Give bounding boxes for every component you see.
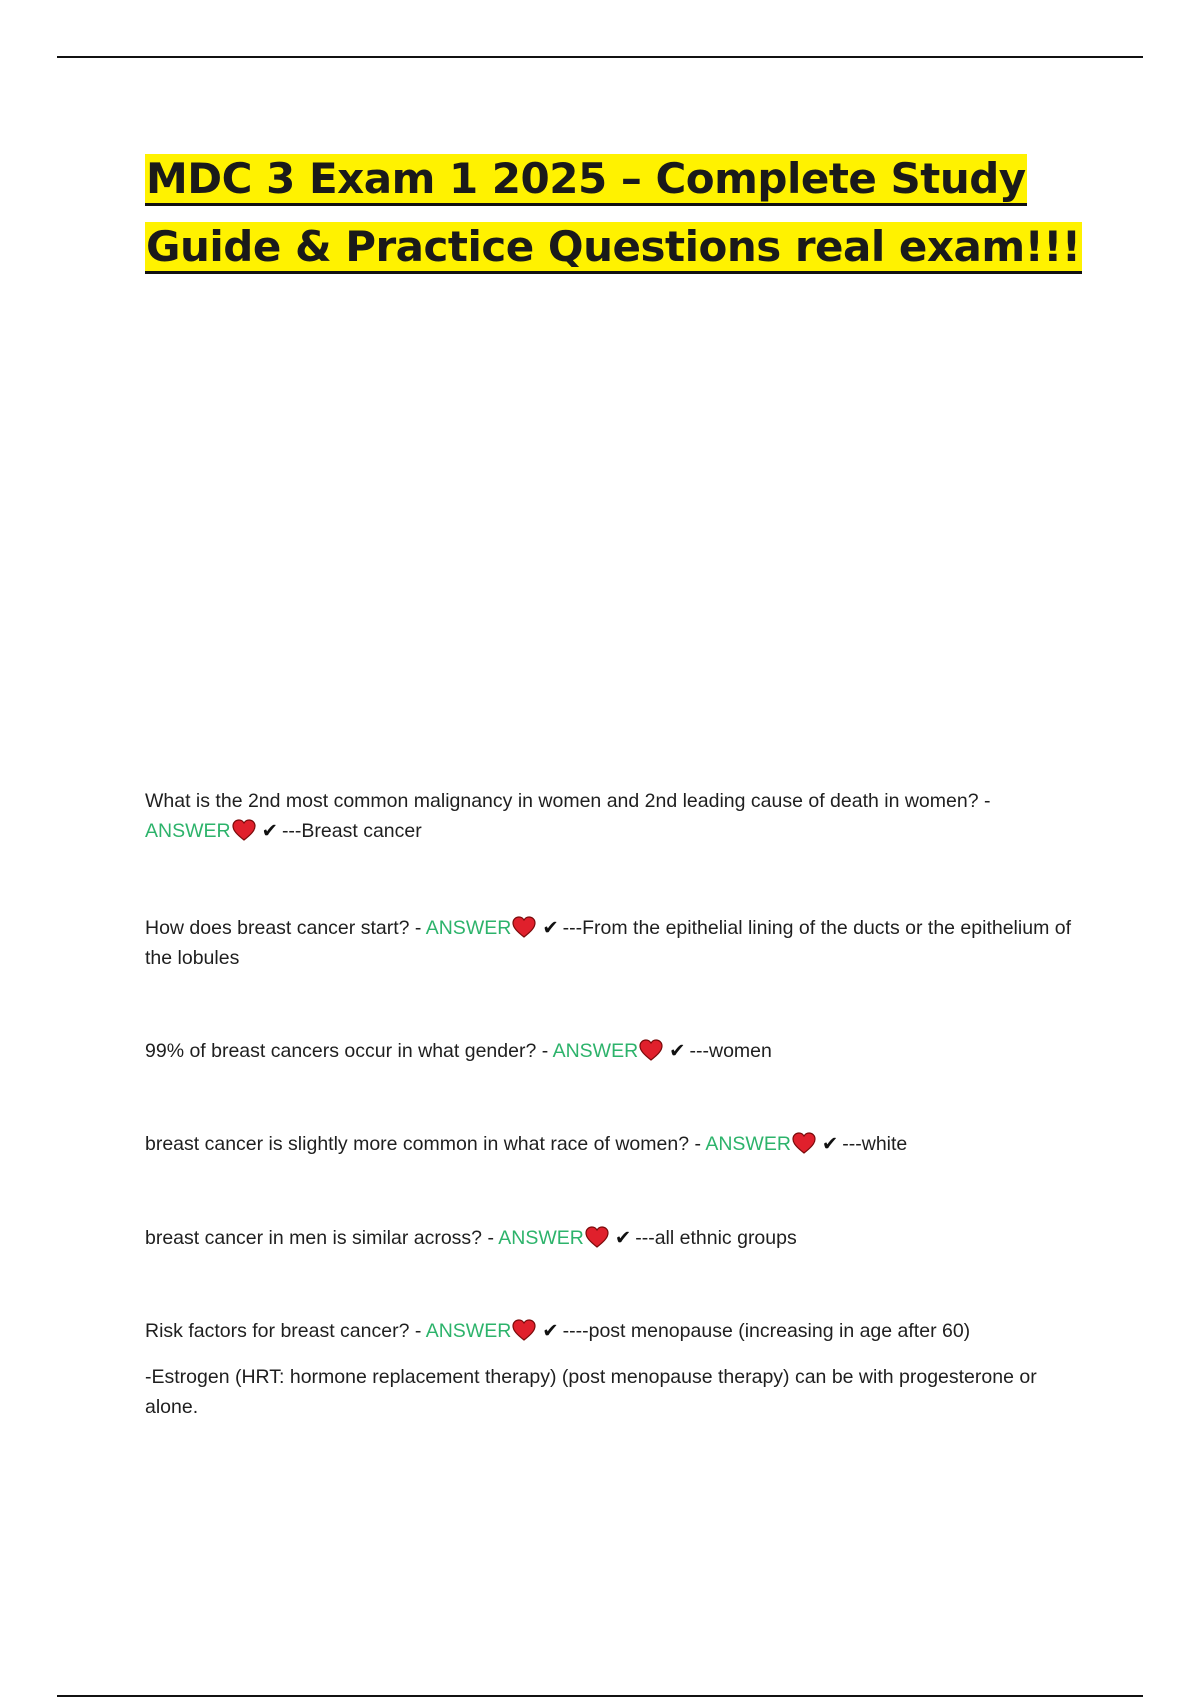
answer-label: ANSWER <box>425 1320 512 1342</box>
note-paragraph: -Estrogen (HRT: hormone replacement therapy) (post menopause therapy) can be with progesterone or alone. <box>145 1366 1037 1418</box>
red-heart-icon <box>792 1132 816 1154</box>
answer-text: ----post menopause (increasing in age after 60) <box>562 1320 971 1342</box>
answer-label: ANSWER <box>145 820 231 842</box>
answer-label: ANSWER <box>552 1040 639 1062</box>
question-text: breast cancer in men is similar across? - <box>145 1227 494 1249</box>
qa-item-4 <box>145 1129 1095 1159</box>
answer-text: ---all ethnic groups <box>635 1227 797 1249</box>
answer-label: ANSWER <box>498 1227 584 1249</box>
question-text: What is the 2nd most common malignancy in women and 2nd leading cause of death in women? - <box>145 790 991 812</box>
bottom-rule <box>57 1695 1143 1697</box>
check-icon: ✔ <box>261 820 278 842</box>
qa-item-5 <box>145 1223 1095 1253</box>
qa-item-1 <box>145 786 1095 846</box>
question-text: breast cancer is slightly more common in what race of women? - <box>145 1133 701 1155</box>
red-heart-icon <box>585 1226 609 1248</box>
check-icon: ✔ <box>542 917 559 939</box>
top-rule <box>57 56 1143 58</box>
check-icon: ✔ <box>542 1320 559 1342</box>
title-line-2: Guide & Practice Questions real exam!!! <box>145 222 1082 274</box>
title-line-1: MDC 3 Exam 1 2025 – Complete Study <box>145 154 1027 206</box>
qa-item-6 <box>145 1316 1095 1346</box>
answer-text: ---women <box>689 1040 772 1062</box>
check-icon: ✔ <box>821 1133 839 1155</box>
answer-label: ANSWER <box>705 1133 791 1155</box>
qa-item-3 <box>145 1036 1095 1066</box>
question-text: How does breast cancer start? - <box>145 917 422 939</box>
answer-text: ---Breast cancer <box>281 820 422 842</box>
check-icon: ✔ <box>669 1040 686 1062</box>
page-title <box>145 145 1085 281</box>
check-icon: ✔ <box>614 1227 632 1249</box>
answer-text: ---white <box>842 1133 908 1155</box>
red-heart-icon <box>512 916 536 938</box>
red-heart-icon <box>512 1319 536 1341</box>
answer-text: ---From the epithelial lining of the ducts or the epithelium of the lobules <box>145 917 1071 969</box>
red-heart-icon <box>232 819 256 841</box>
answer-label: ANSWER <box>425 917 512 939</box>
question-text: Risk factors for breast cancer? - <box>145 1320 422 1342</box>
red-heart-icon <box>639 1039 663 1061</box>
qa-item-2 <box>145 913 1095 973</box>
question-text: 99% of breast cancers occur in what gender? - <box>145 1040 549 1062</box>
